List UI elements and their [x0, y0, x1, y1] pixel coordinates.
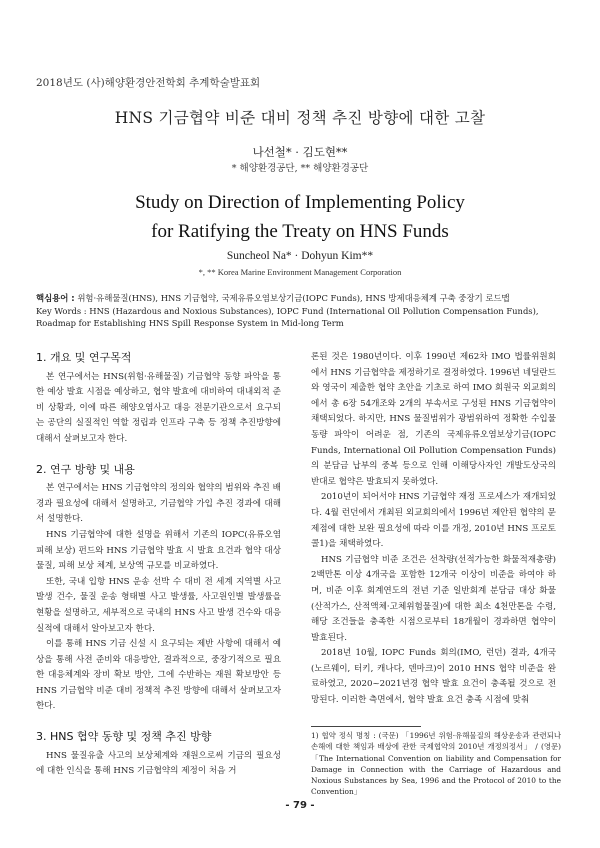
english-title-line-1: Study on Direction of Implementing Policy: [135, 192, 465, 213]
right-paragraph-4: 2018년 10월, IOPC Funds 회의(IMO, 런던) 결과, 4개국(노르웨이, 터키, 캐나다, 덴마크)이 2010 HNS 협약 비준을 완료하였고, 2020~2021년경 협약 발효 요건이 충족될 것으로 전망된다. 이러한 측면에서, 협약 발효 요건 충족 시점에 맞춰: [311, 648, 556, 706]
korean-title: HNS 기금협약 비준 대비 정책 추진 방향에 대한 고찰: [114, 109, 486, 127]
english-authors: Suncheol Na* · Dohyun Kim**: [226, 250, 374, 262]
section-2-paragraph-4: 이를 통해 HNS 기금 신설 시 요구되는 제반 사항에 대해서 예상을 통해 사전 준비와 대응방안, 결과적으로, 중장기적으로 필요한 대응체계와 장비 확보 방안, 그에 수반하는 재원 확보방안 등 HNS 기금협약 비준 대비 정책적 추진 방향에 대해서 살펴보고자 한다.: [36, 639, 281, 712]
english-keywords-text: HNS (Hazardous and Noxious Substances), IOPC Fund (International Oil Pollution Compensation Funds), Roadmap for Establishing HNS Spill Response System in Mid-long Term: [36, 306, 539, 328]
right-paragraph-2: 2010년이 되어서야 HNS 기금협약 재정 프로세스가 재개되었다. 4월 런던에서 개최된 외교회의에서 1996년 제안된 협약의 문제점에 대한 보완 필요성에 따라 이를 개정, 2010년 HNS 프로토콜1)을 채택하였다.: [311, 492, 556, 550]
footnote-divider: [311, 726, 421, 727]
section-2-paragraph-3: 또한, 국내 입항 HNS 운송 선박 수 대비 전 세계 지역별 사고 발생 건수, 물질 운송 형태별 사고 발생률, 사고원인별 발생률을 현황을 설명하고, 세부적으로 국내의 HNS 사고 발생 건수와 대응 실적에 대해서 알아보고자 한다.: [36, 576, 281, 634]
korean-keywords-label: 핵심용어 :: [36, 293, 75, 303]
section-3-paragraph-1: HNS 물질유출 사고의 보상체계와 재원으로써 기금의 필요성에 대한 인식을 통해 HNS 기금협약의 제정이 처음 거: [36, 750, 281, 777]
korean-keywords: [36, 292, 564, 304]
section-2-paragraph-2: HNS 기금협약에 대한 설명을 위해서 기존의 IOPC(유류오염피해 보상) 펀드와 HNS 기금협약 발효 시 발효 요건과 협약 대상 물질, 피해 보상 체계, 보상액 규모를 비교하였다.: [36, 529, 281, 572]
korean-affiliation: * 해양환경공단, ** 해양환경공단: [231, 163, 369, 174]
left-column: [36, 350, 281, 780]
footnote: 1) 협약 정식 명칭 : (국문) 「1996년 위험·유해물질의 해상운송과 관련되나 손해에 대한 책임과 배상에 관한 국제협약의 2010년 개정의정서」 / (영문) 「The International Convention on liability and Compensation for Damage in Connection with the Carriage of Hazardous and Noxious Substances by Sea, 1996 and the Protocol of 2010 to the Convention」: [311, 731, 561, 797]
korean-authors: 나선철* · 김도현**: [252, 145, 348, 159]
english-keywords: [36, 305, 564, 329]
section-2-paragraph-1: 본 연구에서는 HNS 기금협약의 정의와 협약의 범위와 추진 배경과 필요성에 대해서 설명하고, 기금협약 가입 추진 경과에 대해서 설명한다.: [36, 483, 281, 525]
english-keywords-label: Key Words :: [36, 306, 87, 316]
right-paragraph-3: HNS 기금협약 비준 조건은 선착량(선적가능한 화물적재총량) 2백만톤 이상 4개국을 포함한 12개국 이상이 비준을 하여야 하며, 비준 이후 회계연도의 전년 기준 일반회계 분담금 대상 화물(산적가스, 산적액체·고체위험물질)에 대한 최소 4천만톤을 수령, 해당 조건들을 충족한 시점으로부터 18개월이 경과하면 협약이 발효된다.: [311, 554, 556, 643]
section-1-paragraph: 본 연구에서는 HNS(위험·유해물질) 기금협약 동향 파악을 통한 예상 발효 시점을 예상하고, 협약 발효에 대비하여 대내외적 준비 상황과, 이에 따른 해양오염사고 대응 전문기관으로서 요구되는 공단의 실질적인 역할 정립과 인프라 구축 등 정책 추진방향에 대해서 살펴보고자 한다.: [36, 371, 281, 444]
section-2-heading: 2. 연구 방향 및 내용: [36, 462, 135, 476]
english-title: [0, 188, 600, 246]
conference-header: 2018년도 (사)해양환경안전학회 추계학술발표회: [36, 77, 261, 89]
right-column: [311, 350, 556, 709]
korean-keywords-text: 위험·유해물질(HNS), HNS 기금협약, 국제유류오염보상기금(IOPC Funds), HNS 방제대응체계 구축 중장기 로드맵: [77, 293, 510, 303]
section-1-heading: 1. 개요 및 연구목적: [36, 351, 132, 364]
section-3-heading: 3. HNS 협약 동향 및 정책 추진 방향: [36, 730, 212, 744]
page-number: - 79 -: [285, 800, 315, 811]
right-paragraph-1: 론된 것은 1980년이다. 이후 1990년 제62차 IMO 법률위원회에서 HNS 기금협약을 제정하기로 결정하였다. 1996년 네덜란드와 영국이 제출한 협약 초안을 기초로 하여 IMO 회원국 외교회의에서 총 6장 54개조와 2개의 부속서로 구성된 HNS 기금협약이 채택되었다. 하지만, HNS 물질범위가 광범위하여 정확한 수입물동량 파악이 어려운 점, 기존의 국제유류오염보상기금(IOPC Funds, International Oil Pollution Compensation Funds)의 분담금 납부의 중복 등으로 인해 이해당사자인 개발도상국의 반대로 협약은 발효되지 못하였다.: [311, 352, 556, 487]
english-title-line-2: for Ratifying the Treaty on HNS Funds: [151, 221, 449, 242]
english-affiliation: *, ** Korea Marine Environment Management Corporation: [198, 267, 402, 277]
